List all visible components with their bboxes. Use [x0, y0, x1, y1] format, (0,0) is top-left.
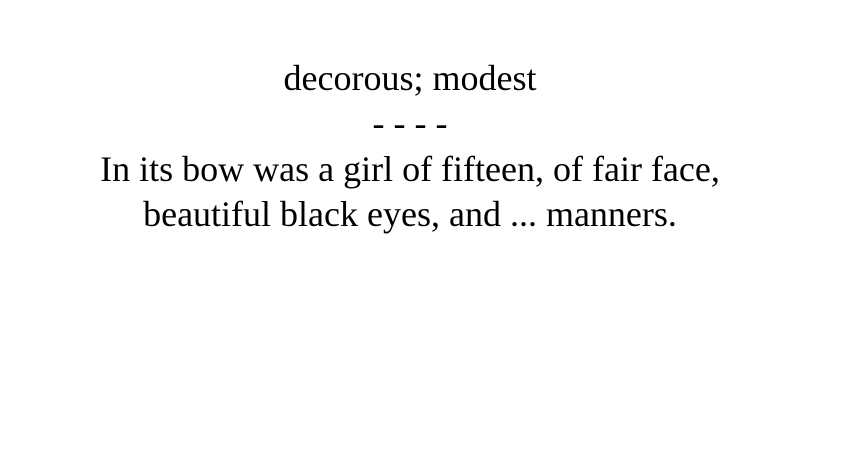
example-sentence-line-2: beautiful black eyes, and ... manners.: [143, 194, 677, 234]
separator-text: - - - -: [372, 103, 448, 143]
example-sentence-line-1: In its bow was a girl of fifteen, of fair face,: [100, 149, 720, 189]
definition-text: decorous; modest: [283, 58, 537, 98]
